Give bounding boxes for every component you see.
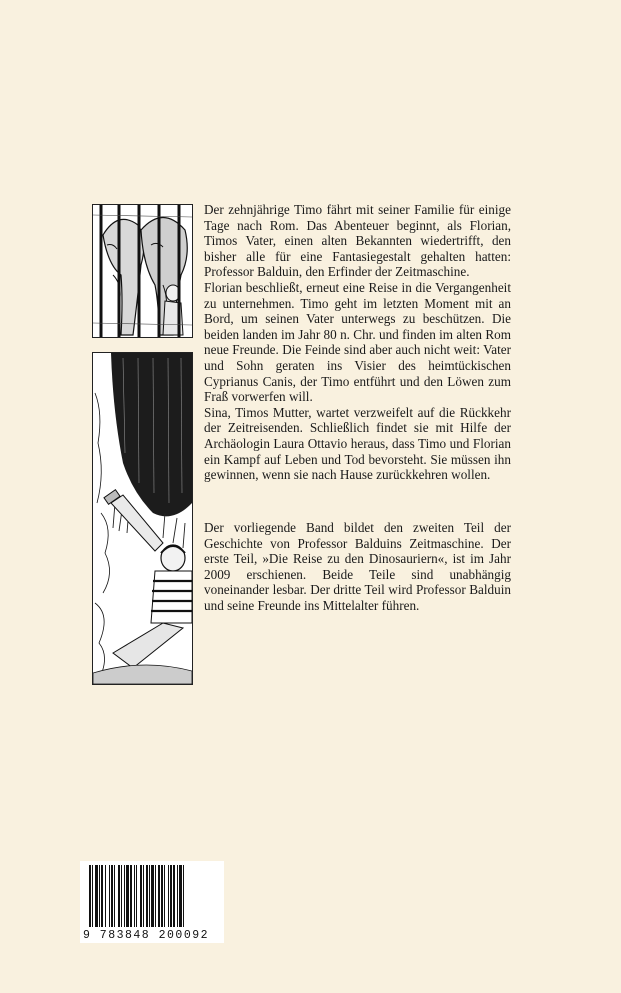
blurb-paragraph: Sina, Timos Mutter, wartet verzweifelt auf die Rückkehr der Zeitreisenden. Schließlich findet sie mit Hilfe der Archäologin Laura Ottavio heraus, dass Timo und Florian ein Kampf auf Leben und Tod bevorsteht. Sie müssen ihn gewinnen, wenn sie nach Hause zurückkehren wollen. bbox=[204, 404, 511, 483]
story-blurb bbox=[204, 202, 511, 483]
series-note bbox=[204, 520, 511, 614]
blurb-paragraph: Der zehnjährige Timo fährt mit seiner Familie für einige Tage nach Rom. Das Abenteuer beginnt, als Florian, Timos Vater, einen alten Bekannten wiedertrifft, den bisher alle für eine Fantasiegestalt gehalten hatten: Professor Balduin, den Erfinder der Zeitmaschine. bbox=[204, 202, 511, 280]
elephant-drawing bbox=[93, 205, 192, 337]
isbn-barcode bbox=[80, 861, 224, 943]
elephant-illustration bbox=[92, 204, 193, 338]
barcode-bars bbox=[89, 865, 215, 927]
series-note-text: Der vorliegende Band bildet den zweiten Teil der Geschichte von Professor Balduins Zeitmaschine. Der erste Teil, »Die Reise zu den Dinosauriern«, ist im Jahr 2009 erschienen. Beide Teile sind unabhängig voneinander lesbar. Der dritte Teil wird Professor Balduin und seine Freunde ins Mittelalter führen. bbox=[204, 520, 511, 613]
cave-drawing bbox=[93, 353, 192, 684]
isbn-number: 9 783848 200092 bbox=[83, 929, 210, 942]
cave-boy-illustration bbox=[92, 352, 193, 685]
blurb-paragraph: Florian beschließt, erneut eine Reise in die Vergangenheit zu unternehmen. Timo geht im letzten Moment mit an Bord, um seinen Vater unterwegs zu beschützen. Die beiden landen im Jahr 80 n. Chr. und finden im alten Rom neue Freunde. Die Feinde sind aber auch nicht weit: Vater und Sohn geraten ins Visier des heimtückischen Cyprianus Canis, der Timo entführt und den Löwen zum Fraß vorwerfen will. bbox=[204, 279, 511, 405]
